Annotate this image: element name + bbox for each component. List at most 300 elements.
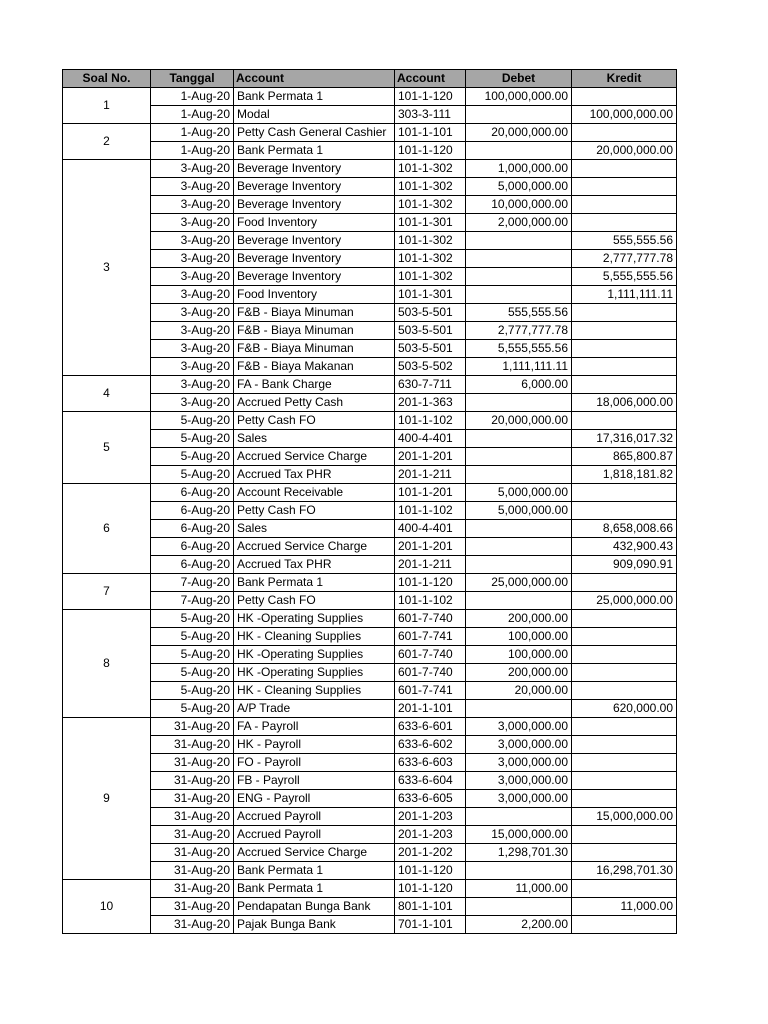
tanggal-cell: 5-Aug-20 (151, 430, 234, 448)
account-code-cell: 303-3-111 (395, 106, 466, 124)
debet-cell: 5,555,555.56 (466, 340, 572, 358)
debet-cell: 2,200.00 (466, 916, 572, 934)
tanggal-cell: 31-Aug-20 (151, 736, 234, 754)
debet-cell: 3,000,000.00 (466, 736, 572, 754)
account-code-cell: 201-1-201 (395, 538, 466, 556)
account-code-cell: 701-1-101 (395, 916, 466, 934)
account-code-cell: 400-4-401 (395, 520, 466, 538)
kredit-cell (572, 682, 677, 700)
account-cell: A/P Trade (234, 700, 395, 718)
tanggal-cell: 5-Aug-20 (151, 700, 234, 718)
tanggal-cell: 5-Aug-20 (151, 628, 234, 646)
soal-number: 2 (63, 124, 151, 160)
table-row (63, 160, 677, 178)
account-code-cell: 601-7-741 (395, 628, 466, 646)
account-cell: Bank Permata 1 (234, 88, 395, 106)
account-cell: Bank Permata 1 (234, 880, 395, 898)
tanggal-cell: 3-Aug-20 (151, 376, 234, 394)
soal-number: 3 (63, 160, 151, 376)
soal-number: 4 (63, 376, 151, 412)
debet-cell: 100,000.00 (466, 646, 572, 664)
table-row (63, 772, 677, 790)
table-row (63, 88, 677, 106)
kredit-cell (572, 160, 677, 178)
tanggal-cell: 3-Aug-20 (151, 340, 234, 358)
account-code-cell: 633-6-601 (395, 718, 466, 736)
tanggal-cell: 5-Aug-20 (151, 466, 234, 484)
debet-cell (466, 520, 572, 538)
debet-cell (466, 538, 572, 556)
debet-cell: 100,000,000.00 (466, 88, 572, 106)
kredit-cell (572, 628, 677, 646)
table-row (63, 106, 677, 124)
account-code-cell: 101-1-301 (395, 214, 466, 232)
tanggal-cell: 5-Aug-20 (151, 682, 234, 700)
account-cell: Beverage Inventory (234, 178, 395, 196)
account-cell: Beverage Inventory (234, 268, 395, 286)
account-cell: Modal (234, 106, 395, 124)
debet-cell: 5,000,000.00 (466, 178, 572, 196)
soal-number: 6 (63, 484, 151, 574)
table-row (63, 826, 677, 844)
kredit-cell (572, 304, 677, 322)
header-row (63, 70, 677, 88)
soal-number: 9 (63, 718, 151, 880)
table-row (63, 664, 677, 682)
table-row (63, 304, 677, 322)
debet-cell: 200,000.00 (466, 610, 572, 628)
soal-number: 7 (63, 574, 151, 610)
debet-cell (466, 250, 572, 268)
table-row (63, 808, 677, 826)
account-cell: Beverage Inventory (234, 160, 395, 178)
table-row (63, 322, 677, 340)
account-code-cell: 201-1-101 (395, 700, 466, 718)
kredit-cell: 1,111,111.11 (572, 286, 677, 304)
tanggal-cell: 31-Aug-20 (151, 754, 234, 772)
header-soal: Soal No. (63, 70, 151, 88)
account-code-cell: 101-1-302 (395, 268, 466, 286)
kredit-cell: 18,006,000.00 (572, 394, 677, 412)
header-account-no: Account (395, 70, 466, 88)
account-code-cell: 633-6-602 (395, 736, 466, 754)
debet-cell: 100,000.00 (466, 628, 572, 646)
debet-cell: 20,000,000.00 (466, 412, 572, 430)
account-cell: Accrued Tax PHR (234, 556, 395, 574)
account-code-cell: 633-6-603 (395, 754, 466, 772)
account-cell: Account Receivable (234, 484, 395, 502)
table-row (63, 862, 677, 880)
kredit-cell (572, 574, 677, 592)
kredit-cell: 17,316,017.32 (572, 430, 677, 448)
account-cell: Accrued Service Charge (234, 538, 395, 556)
table-row (63, 466, 677, 484)
tanggal-cell: 5-Aug-20 (151, 412, 234, 430)
tanggal-cell: 31-Aug-20 (151, 718, 234, 736)
account-code-cell: 101-1-102 (395, 412, 466, 430)
account-code-cell: 400-4-401 (395, 430, 466, 448)
table-row (63, 484, 677, 502)
kredit-cell: 1,818,181.82 (572, 466, 677, 484)
account-code-cell: 503-5-501 (395, 340, 466, 358)
tanggal-cell: 3-Aug-20 (151, 304, 234, 322)
tanggal-cell: 1-Aug-20 (151, 124, 234, 142)
kredit-cell (572, 214, 677, 232)
debet-cell: 3,000,000.00 (466, 754, 572, 772)
account-code-cell: 101-1-302 (395, 232, 466, 250)
table-row (63, 214, 677, 232)
kredit-cell: 555,555.56 (572, 232, 677, 250)
table-row (63, 646, 677, 664)
kredit-cell (572, 790, 677, 808)
kredit-cell (572, 196, 677, 214)
tanggal-cell: 31-Aug-20 (151, 862, 234, 880)
kredit-cell (572, 736, 677, 754)
kredit-cell: 8,658,008.66 (572, 520, 677, 538)
account-code-cell: 101-1-302 (395, 160, 466, 178)
account-cell: Petty Cash FO (234, 592, 395, 610)
table-row (63, 790, 677, 808)
debet-cell (466, 232, 572, 250)
table-row (63, 610, 677, 628)
table-row (63, 682, 677, 700)
tanggal-cell: 6-Aug-20 (151, 538, 234, 556)
account-cell: HK -Operating Supplies (234, 610, 395, 628)
tanggal-cell: 31-Aug-20 (151, 898, 234, 916)
table-row (63, 754, 677, 772)
tanggal-cell: 1-Aug-20 (151, 142, 234, 160)
kredit-cell: 865,800.87 (572, 448, 677, 466)
tanggal-cell: 31-Aug-20 (151, 772, 234, 790)
account-cell: Bank Permata 1 (234, 574, 395, 592)
account-cell: FB - Payroll (234, 772, 395, 790)
account-code-cell: 503-5-502 (395, 358, 466, 376)
account-cell: F&B - Biaya Minuman (234, 304, 395, 322)
table-row (63, 448, 677, 466)
kredit-cell: 909,090.91 (572, 556, 677, 574)
debet-cell: 1,000,000.00 (466, 160, 572, 178)
table-row (63, 736, 677, 754)
debet-cell (466, 430, 572, 448)
kredit-cell: 5,555,555.56 (572, 268, 677, 286)
debet-cell (466, 466, 572, 484)
account-cell: HK -Operating Supplies (234, 664, 395, 682)
kredit-cell: 25,000,000.00 (572, 592, 677, 610)
tanggal-cell: 31-Aug-20 (151, 916, 234, 934)
debet-cell: 6,000.00 (466, 376, 572, 394)
debet-cell (466, 556, 572, 574)
debet-cell: 1,111,111.11 (466, 358, 572, 376)
kredit-cell (572, 88, 677, 106)
tanggal-cell: 6-Aug-20 (151, 556, 234, 574)
account-cell: Beverage Inventory (234, 250, 395, 268)
header-account: Account (234, 70, 395, 88)
kredit-cell (572, 610, 677, 628)
tanggal-cell: 5-Aug-20 (151, 610, 234, 628)
kredit-cell (572, 322, 677, 340)
account-code-cell: 601-7-740 (395, 646, 466, 664)
table-row (63, 196, 677, 214)
tanggal-cell: 3-Aug-20 (151, 178, 234, 196)
account-code-cell: 201-1-211 (395, 466, 466, 484)
debet-cell: 1,298,701.30 (466, 844, 572, 862)
table-row (63, 394, 677, 412)
account-cell: F&B - Biaya Minuman (234, 322, 395, 340)
account-code-cell: 601-7-741 (395, 682, 466, 700)
table-row (63, 250, 677, 268)
account-cell: FA - Bank Charge (234, 376, 395, 394)
account-code-cell: 630-7-711 (395, 376, 466, 394)
tanggal-cell: 31-Aug-20 (151, 826, 234, 844)
tanggal-cell: 3-Aug-20 (151, 214, 234, 232)
table-row (63, 844, 677, 862)
kredit-cell: 16,298,701.30 (572, 862, 677, 880)
account-code-cell: 101-1-120 (395, 88, 466, 106)
account-cell: HK - Payroll (234, 736, 395, 754)
debet-cell (466, 286, 572, 304)
account-cell: Accrued Payroll (234, 808, 395, 826)
table-row (63, 340, 677, 358)
table-row (63, 124, 677, 142)
account-cell: Petty Cash FO (234, 412, 395, 430)
kredit-cell (572, 826, 677, 844)
account-cell: Sales (234, 520, 395, 538)
tanggal-cell: 6-Aug-20 (151, 502, 234, 520)
table-row (63, 232, 677, 250)
account-code-cell: 503-5-501 (395, 322, 466, 340)
table-row (63, 718, 677, 736)
table-row (63, 430, 677, 448)
table-row (63, 574, 677, 592)
tanggal-cell: 3-Aug-20 (151, 286, 234, 304)
table-row (63, 916, 677, 934)
account-code-cell: 201-1-203 (395, 808, 466, 826)
debet-cell: 20,000.00 (466, 682, 572, 700)
tanggal-cell: 5-Aug-20 (151, 448, 234, 466)
account-cell: HK - Cleaning Supplies (234, 682, 395, 700)
kredit-cell (572, 376, 677, 394)
account-code-cell: 801-1-101 (395, 898, 466, 916)
debet-cell (466, 700, 572, 718)
table-row (63, 538, 677, 556)
table-row (63, 142, 677, 160)
account-cell: Petty Cash FO (234, 502, 395, 520)
debet-cell: 20,000,000.00 (466, 124, 572, 142)
kredit-cell: 11,000.00 (572, 898, 677, 916)
tanggal-cell: 3-Aug-20 (151, 358, 234, 376)
account-cell: Food Inventory (234, 214, 395, 232)
table-row (63, 412, 677, 430)
kredit-cell (572, 718, 677, 736)
account-cell: ENG - Payroll (234, 790, 395, 808)
debet-cell: 200,000.00 (466, 664, 572, 682)
account-code-cell: 101-1-102 (395, 502, 466, 520)
tanggal-cell: 3-Aug-20 (151, 250, 234, 268)
debet-cell (466, 142, 572, 160)
soal-number: 10 (63, 880, 151, 934)
debet-cell (466, 268, 572, 286)
debet-cell: 5,000,000.00 (466, 484, 572, 502)
debet-cell (466, 862, 572, 880)
tanggal-cell: 3-Aug-20 (151, 160, 234, 178)
account-cell: HK -Operating Supplies (234, 646, 395, 664)
kredit-cell (572, 484, 677, 502)
debet-cell: 3,000,000.00 (466, 790, 572, 808)
kredit-cell: 2,777,777.78 (572, 250, 677, 268)
table-row (63, 592, 677, 610)
kredit-cell (572, 844, 677, 862)
account-code-cell: 201-1-203 (395, 826, 466, 844)
account-code-cell: 101-1-102 (395, 592, 466, 610)
table-row (63, 268, 677, 286)
account-code-cell: 201-1-211 (395, 556, 466, 574)
kredit-cell (572, 664, 677, 682)
account-code-cell: 101-1-302 (395, 250, 466, 268)
account-code-cell: 101-1-101 (395, 124, 466, 142)
table-row (63, 178, 677, 196)
table-row (63, 358, 677, 376)
account-cell: Accrued Tax PHR (234, 466, 395, 484)
kredit-cell (572, 646, 677, 664)
account-cell: FA - Payroll (234, 718, 395, 736)
account-code-cell: 101-1-301 (395, 286, 466, 304)
account-cell: Beverage Inventory (234, 232, 395, 250)
kredit-cell: 620,000.00 (572, 700, 677, 718)
header-kredit: Kredit (572, 70, 677, 88)
debet-cell (466, 394, 572, 412)
account-cell: Accrued Payroll (234, 826, 395, 844)
debet-cell: 3,000,000.00 (466, 772, 572, 790)
debet-cell (466, 898, 572, 916)
tanggal-cell: 3-Aug-20 (151, 232, 234, 250)
debet-cell: 3,000,000.00 (466, 718, 572, 736)
account-cell: FO - Payroll (234, 754, 395, 772)
account-code-cell: 101-1-120 (395, 574, 466, 592)
account-cell: HK - Cleaning Supplies (234, 628, 395, 646)
table-row (63, 628, 677, 646)
table-row (63, 520, 677, 538)
kredit-cell (572, 754, 677, 772)
table-row (63, 898, 677, 916)
tanggal-cell: 7-Aug-20 (151, 592, 234, 610)
debet-cell: 15,000,000.00 (466, 826, 572, 844)
tanggal-cell: 6-Aug-20 (151, 484, 234, 502)
account-code-cell: 601-7-740 (395, 664, 466, 682)
debet-cell: 11,000.00 (466, 880, 572, 898)
tanggal-cell: 6-Aug-20 (151, 520, 234, 538)
account-code-cell: 201-1-201 (395, 448, 466, 466)
tanggal-cell: 3-Aug-20 (151, 268, 234, 286)
kredit-cell (572, 358, 677, 376)
kredit-cell: 100,000,000.00 (572, 106, 677, 124)
account-code-cell: 101-1-302 (395, 196, 466, 214)
account-code-cell: 101-1-120 (395, 880, 466, 898)
account-cell: Accrued Petty Cash (234, 394, 395, 412)
account-cell: Pendapatan Bunga Bank (234, 898, 395, 916)
header-tanggal: Tanggal (151, 70, 234, 88)
tanggal-cell: 3-Aug-20 (151, 394, 234, 412)
account-code-cell: 601-7-740 (395, 610, 466, 628)
account-code-cell: 633-6-605 (395, 790, 466, 808)
account-cell: Sales (234, 430, 395, 448)
kredit-cell: 20,000,000.00 (572, 142, 677, 160)
table-row (63, 880, 677, 898)
soal-number: 8 (63, 610, 151, 718)
table-row (63, 376, 677, 394)
tanggal-cell: 31-Aug-20 (151, 880, 234, 898)
debet-cell: 2,000,000.00 (466, 214, 572, 232)
tanggal-cell: 3-Aug-20 (151, 322, 234, 340)
kredit-cell (572, 340, 677, 358)
tanggal-cell: 1-Aug-20 (151, 88, 234, 106)
debet-cell: 10,000,000.00 (466, 196, 572, 214)
soal-number: 5 (63, 412, 151, 484)
kredit-cell (572, 502, 677, 520)
kredit-cell: 432,900.43 (572, 538, 677, 556)
account-cell: Accrued Service Charge (234, 844, 395, 862)
header-debet: Debet (466, 70, 572, 88)
account-code-cell: 503-5-501 (395, 304, 466, 322)
kredit-cell (572, 916, 677, 934)
account-cell: Accrued Service Charge (234, 448, 395, 466)
account-code-cell: 201-1-363 (395, 394, 466, 412)
account-cell: Beverage Inventory (234, 196, 395, 214)
tanggal-cell: 7-Aug-20 (151, 574, 234, 592)
tanggal-cell: 31-Aug-20 (151, 844, 234, 862)
account-cell: Bank Permata 1 (234, 862, 395, 880)
account-code-cell: 101-1-302 (395, 178, 466, 196)
soal-number: 1 (63, 88, 151, 124)
table-row (63, 556, 677, 574)
tanggal-cell: 31-Aug-20 (151, 790, 234, 808)
account-cell: F&B - Biaya Minuman (234, 340, 395, 358)
account-code-cell: 633-6-604 (395, 772, 466, 790)
debet-cell (466, 106, 572, 124)
debet-cell: 5,000,000.00 (466, 502, 572, 520)
debet-cell (466, 592, 572, 610)
debet-cell: 25,000,000.00 (466, 574, 572, 592)
tanggal-cell: 3-Aug-20 (151, 196, 234, 214)
account-cell: Pajak Bunga Bank (234, 916, 395, 934)
table-row (63, 700, 677, 718)
kredit-cell (572, 178, 677, 196)
account-code-cell: 201-1-202 (395, 844, 466, 862)
account-code-cell: 101-1-120 (395, 862, 466, 880)
account-cell: Bank Permata 1 (234, 142, 395, 160)
journal-body (63, 88, 677, 934)
tanggal-cell: 1-Aug-20 (151, 106, 234, 124)
tanggal-cell: 31-Aug-20 (151, 808, 234, 826)
kredit-cell: 15,000,000.00 (572, 808, 677, 826)
journal-table (62, 69, 677, 934)
account-code-cell: 101-1-120 (395, 142, 466, 160)
account-cell: F&B - Biaya Makanan (234, 358, 395, 376)
tanggal-cell: 5-Aug-20 (151, 646, 234, 664)
kredit-cell (572, 880, 677, 898)
account-code-cell: 101-1-201 (395, 484, 466, 502)
account-cell: Food Inventory (234, 286, 395, 304)
table-row (63, 286, 677, 304)
debet-cell: 555,555.56 (466, 304, 572, 322)
table-row (63, 502, 677, 520)
kredit-cell (572, 124, 677, 142)
kredit-cell (572, 772, 677, 790)
kredit-cell (572, 412, 677, 430)
account-cell: Petty Cash General Cashier (234, 124, 395, 142)
debet-cell: 2,777,777.78 (466, 322, 572, 340)
debet-cell (466, 808, 572, 826)
tanggal-cell: 5-Aug-20 (151, 664, 234, 682)
